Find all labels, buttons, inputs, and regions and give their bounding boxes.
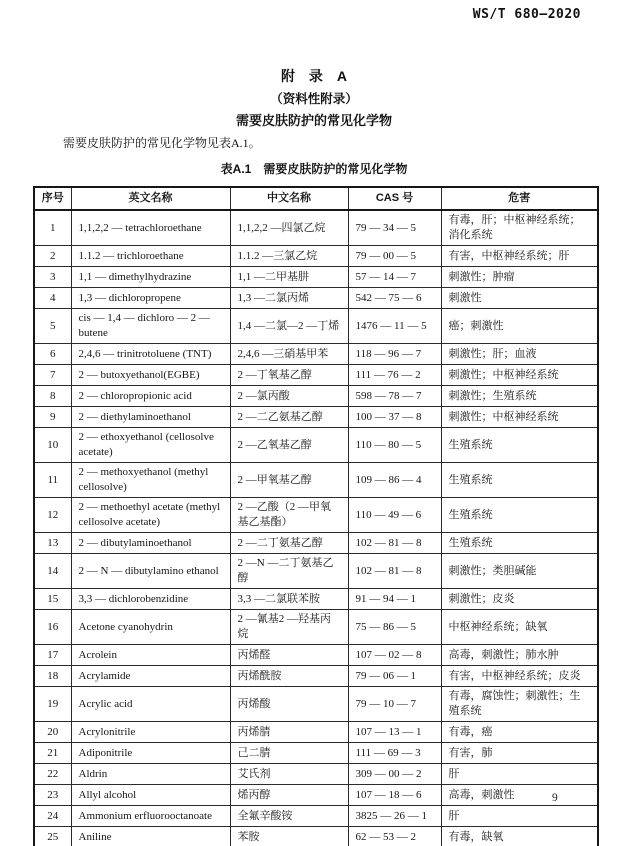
cell-english-name: Acrylonitrile (71, 722, 230, 743)
cell-chinese-name: 1.1.2 —三氯乙烷 (230, 246, 348, 267)
cell-chinese-name: 丙烯醛 (230, 645, 348, 666)
cell-no: 23 (34, 785, 71, 806)
table-row (34, 785, 598, 806)
table-row (34, 722, 598, 743)
cell-no: 14 (34, 554, 71, 589)
cell-no: 1 (34, 210, 71, 246)
cell-cas-number: 57 — 14 — 7 (348, 267, 441, 288)
cell-cas-number: 118 — 96 — 7 (348, 344, 441, 365)
table-row (34, 407, 598, 428)
column-header-0: 序号 (34, 187, 71, 210)
cell-english-name: 2,4,6 — trinitrotoluene (TNT) (71, 344, 230, 365)
appendix-subtitle: （资料性附录） (270, 92, 358, 106)
cell-no: 10 (34, 428, 71, 463)
cell-cas-number: 309 — 00 — 2 (348, 764, 441, 785)
standard-code-header: WS/T 680—2020 (472, 7, 581, 22)
table-row (34, 288, 598, 309)
cell-english-name: Allyl alcohol (71, 785, 230, 806)
cell-english-name: 2 — methoxyethanol (methyl cellosolve) (71, 463, 230, 498)
table-caption: 表A.1 需要皮肤防护的常见化学物 (220, 162, 408, 176)
cell-no: 21 (34, 743, 71, 764)
cell-cas-number: 79 — 06 — 1 (348, 666, 441, 687)
table-row (34, 533, 598, 554)
cell-no: 12 (34, 498, 71, 533)
cell-hazard: 刺激性；肿瘤 (441, 267, 598, 288)
cell-no: 3 (34, 267, 71, 288)
column-header-4: 危害 (441, 187, 598, 210)
cell-chinese-name: 2 —氰基2 —羟基丙烷 (230, 610, 348, 645)
cell-chinese-name: 3,3 —二氯联苯胺 (230, 589, 348, 610)
cell-no: 18 (34, 666, 71, 687)
cell-hazard: 肝 (441, 806, 598, 827)
appendix-title: 附 录 A (280, 68, 348, 84)
cell-hazard: 有毒，肝；中枢神经系统；消化系统 (441, 210, 598, 246)
cell-english-name: 2 — butoxyethanol(EGBE) (71, 365, 230, 386)
cell-no: 7 (34, 365, 71, 386)
cell-hazard: 有毒，癌 (441, 722, 598, 743)
cell-english-name: Acrolein (71, 645, 230, 666)
cell-hazard: 有害，中枢神经系统；肝 (441, 246, 598, 267)
cell-cas-number: 79 — 00 — 5 (348, 246, 441, 267)
table-row (34, 554, 598, 589)
cell-cas-number: 100 — 37 — 8 (348, 407, 441, 428)
cell-chinese-name: 全氟辛酸铵 (230, 806, 348, 827)
cell-no: 20 (34, 722, 71, 743)
cell-hazard: 刺激性；中枢神经系统 (441, 407, 598, 428)
cell-no: 6 (34, 344, 71, 365)
table-row (34, 645, 598, 666)
cell-hazard: 刺激性；皮炎 (441, 589, 598, 610)
cell-hazard: 刺激性；类胆碱能 (441, 554, 598, 589)
cell-chinese-name: 己二腈 (230, 743, 348, 764)
cell-english-name: 2 — methoethyl acetate (methyl cellosolve acetate) (71, 498, 230, 533)
table-row (34, 210, 598, 246)
cell-chinese-name: 丙烯腈 (230, 722, 348, 743)
cell-chinese-name: 2 —氯丙酸 (230, 386, 348, 407)
cell-english-name: 2 — chloropropionic acid (71, 386, 230, 407)
cell-chinese-name: 2 —甲氧基乙醇 (230, 463, 348, 498)
cell-chinese-name: 2 —丁氧基乙醇 (230, 365, 348, 386)
table-row (34, 365, 598, 386)
cell-hazard: 生殖系统 (441, 463, 598, 498)
cell-hazard: 生殖系统 (441, 533, 598, 554)
cell-no: 8 (34, 386, 71, 407)
table-row (34, 344, 598, 365)
cell-english-name: Acetone cyanohydrin (71, 610, 230, 645)
appendix-heading: 需要皮肤防护的常见化学物 (235, 113, 392, 128)
cell-cas-number: 111 — 69 — 3 (348, 743, 441, 764)
cell-hazard: 高毒，刺激性；肺水肿 (441, 645, 598, 666)
cell-hazard: 生殖系统 (441, 428, 598, 463)
cell-english-name: 2 — N — dibutylamino ethanol (71, 554, 230, 589)
table-row (34, 386, 598, 407)
cell-english-name: Acrylamide (71, 666, 230, 687)
cell-cas-number: 598 — 78 — 7 (348, 386, 441, 407)
cell-chinese-name: 2 —N —二丁氨基乙醇 (230, 554, 348, 589)
cell-no: 11 (34, 463, 71, 498)
cell-cas-number: 102 — 81 — 8 (348, 533, 441, 554)
cell-hazard: 生殖系统 (441, 498, 598, 533)
column-header-1: 英文名称 (71, 187, 230, 210)
cell-chinese-name: 2 —二乙氨基乙醇 (230, 407, 348, 428)
cell-cas-number: 542 — 75 — 6 (348, 288, 441, 309)
cell-chinese-name: 烯丙醇 (230, 785, 348, 806)
cell-english-name: cis — 1,4 — dichloro — 2 — butene (71, 309, 230, 344)
table-row (34, 428, 598, 463)
cell-chinese-name: 1,4 —二氯—2 —丁烯 (230, 309, 348, 344)
cell-english-name: 3,3 — dichlorobenzidine (71, 589, 230, 610)
cell-no: 22 (34, 764, 71, 785)
cell-hazard: 中枢神经系统；缺氧 (441, 610, 598, 645)
cell-chinese-name: 1,1 —二甲基肼 (230, 267, 348, 288)
page-number: 9 (552, 792, 558, 804)
cell-english-name: Acrylic acid (71, 687, 230, 722)
cell-hazard: 有毒，缺氧 (441, 827, 598, 846)
cell-english-name: 1,3 — dichloropropene (71, 288, 230, 309)
cell-cas-number: 110 — 49 — 6 (348, 498, 441, 533)
column-header-3: CAS 号 (348, 187, 441, 210)
cell-hazard: 刺激性；生殖系统 (441, 386, 598, 407)
table-header-row (34, 187, 598, 210)
table-row (34, 666, 598, 687)
cell-cas-number: 91 — 94 — 1 (348, 589, 441, 610)
cell-chinese-name: 苯胺 (230, 827, 348, 846)
cell-cas-number: 62 — 53 — 2 (348, 827, 441, 846)
cell-no: 2 (34, 246, 71, 267)
table-row (34, 463, 598, 498)
cell-chinese-name: 2 —二丁氨基乙醇 (230, 533, 348, 554)
cell-chinese-name: 2 —乙氧基乙醇 (230, 428, 348, 463)
cell-cas-number: 79 — 10 — 7 (348, 687, 441, 722)
cell-cas-number: 107 — 18 — 6 (348, 785, 441, 806)
cell-hazard: 有毒，腐蚀性；刺激性；生殖系统 (441, 687, 598, 722)
table-row (34, 309, 598, 344)
cell-cas-number: 107 — 02 — 8 (348, 645, 441, 666)
cell-cas-number: 1476 — 11 — 5 (348, 309, 441, 344)
cell-cas-number: 109 — 86 — 4 (348, 463, 441, 498)
table-row (34, 806, 598, 827)
cell-hazard: 癌；刺激性 (441, 309, 598, 344)
cell-no: 15 (34, 589, 71, 610)
table-row (34, 610, 598, 645)
cell-no: 24 (34, 806, 71, 827)
cell-english-name: Aldrin (71, 764, 230, 785)
cell-cas-number: 110 — 80 — 5 (348, 428, 441, 463)
cell-english-name: 2 — dibutylaminoethanol (71, 533, 230, 554)
cell-english-name: 1,1,2,2 — tetrachloroethane (71, 210, 230, 246)
cell-hazard: 肝 (441, 764, 598, 785)
table-row (34, 267, 598, 288)
cell-no: 13 (34, 533, 71, 554)
column-header-2: 中文名称 (230, 187, 348, 210)
cell-cas-number: 79 — 34 — 5 (348, 210, 441, 246)
cell-no: 17 (34, 645, 71, 666)
table-row (34, 827, 598, 846)
cell-no: 16 (34, 610, 71, 645)
cell-cas-number: 102 — 81 — 8 (348, 554, 441, 589)
table-row (34, 687, 598, 722)
cell-cas-number: 75 — 86 — 5 (348, 610, 441, 645)
chemicals-table (33, 186, 599, 846)
cell-cas-number: 3825 — 26 — 1 (348, 806, 441, 827)
cell-no: 19 (34, 687, 71, 722)
cell-cas-number: 107 — 13 — 1 (348, 722, 441, 743)
cell-chinese-name: 1,1,2,2 —四氯乙烷 (230, 210, 348, 246)
table-row (34, 743, 598, 764)
cell-english-name: 2 — diethylaminoethanol (71, 407, 230, 428)
cell-english-name: Ammonium erfluorooctanoate (71, 806, 230, 827)
cell-english-name: 1,1 — dimethylhydrazine (71, 267, 230, 288)
cell-hazard: 有害，肺 (441, 743, 598, 764)
table-row (34, 498, 598, 533)
cell-chinese-name: 艾氏剂 (230, 764, 348, 785)
cell-chinese-name: 丙烯酸 (230, 687, 348, 722)
cell-no: 5 (34, 309, 71, 344)
cell-english-name: 2 — ethoxyethanol (cellosolve acetate) (71, 428, 230, 463)
cell-hazard: 高毒，刺激性 (441, 785, 598, 806)
cell-chinese-name: 丙烯酰胺 (230, 666, 348, 687)
cell-chinese-name: 2,4,6 —三硝基甲苯 (230, 344, 348, 365)
chemicals-table-container (33, 186, 597, 846)
table-row (34, 589, 598, 610)
cell-no: 25 (34, 827, 71, 846)
table-row (34, 246, 598, 267)
cell-hazard: 刺激性；中枢神经系统 (441, 365, 598, 386)
intro-paragraph: 需要皮肤防护的常见化学物见表A.1。 (63, 136, 261, 150)
cell-no: 4 (34, 288, 71, 309)
cell-hazard: 刺激性 (441, 288, 598, 309)
cell-english-name: Adiponitrile (71, 743, 230, 764)
cell-no: 9 (34, 407, 71, 428)
cell-hazard: 刺激性；肝；血液 (441, 344, 598, 365)
cell-cas-number: 111 — 76 — 2 (348, 365, 441, 386)
cell-english-name: Aniline (71, 827, 230, 846)
cell-chinese-name: 1,3 —二氯丙烯 (230, 288, 348, 309)
cell-english-name: 1.1.2 — trichloroethane (71, 246, 230, 267)
cell-chinese-name: 2 —乙酸（2 —甲氧基乙基酯） (230, 498, 348, 533)
table-row (34, 764, 598, 785)
cell-hazard: 有害，中枢神经系统；皮炎 (441, 666, 598, 687)
chemicals-table-body (34, 210, 598, 846)
